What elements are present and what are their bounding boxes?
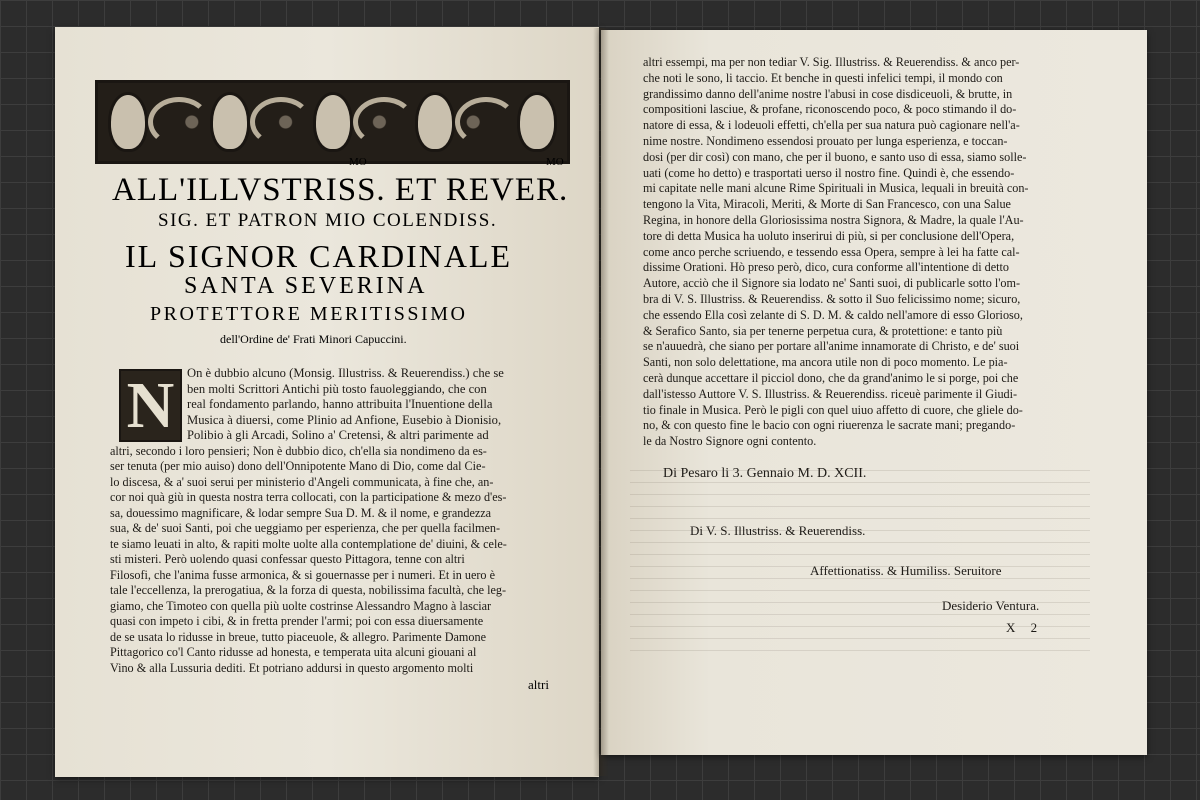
- servant-line: Affettionatiss. & Humiliss. Seruitore: [810, 563, 1002, 578]
- right-text-line: bra di V. S. Illustriss. & Reuerendiss. & sotto il Suo felicissimo nome; sicuro,: [643, 292, 1021, 306]
- ornament-face-5: [517, 92, 557, 152]
- woodcut-ornament-band: [95, 80, 570, 164]
- right-text-line: uati (come ho detto) e trasportati uerso il nostro fine. Quindi è, che essendo-: [643, 165, 1015, 180]
- book-gutter: [593, 28, 609, 776]
- ornament-face-3: [313, 92, 353, 152]
- ornament-swirl-2: [250, 97, 312, 147]
- title-abbrev-mo-2: MO: [546, 156, 564, 168]
- left-text-line: ben molti Scrittori Antichi più tosto fauoleggiando, che con: [187, 381, 487, 396]
- right-text-line: no, & con questo fine le bacio con ogni riuerenza le sacrate mani; pregando-: [643, 418, 1016, 433]
- right-text-line: le da Nostro Signore ogni contento.: [643, 434, 817, 449]
- ornament-face-4: [415, 92, 455, 152]
- left-text-line: sti misteri. Però uolendo quasi confessar questo Pittagora, tenne con altri: [110, 552, 465, 566]
- signature-mark: X 2: [1006, 620, 1044, 635]
- left-text-line: de se usata lo ridusse in breue, tutto piaceuole, & allegro. Parimente Damone: [110, 629, 487, 644]
- left-text-line: cor noi quà giù in questa nostra terra collocati, con la participatione & mezo d'es-: [110, 490, 507, 504]
- dedication-title-line-4: SANTA SEVERINA: [184, 273, 428, 299]
- left-text-line: ser tenuta (per mio auiso) dono dell'Onnipotente Mano di Dio, come dal Cie-: [110, 459, 486, 473]
- dedication-title-line-2: SIG. ET PATRON MIO COLENDISS.: [158, 210, 498, 231]
- right-text-line: cerà dunque accettare il picciol dono, che da grand'animo le si porge, poi che: [643, 371, 1019, 385]
- title-abbrev-mo-1: MO: [349, 156, 367, 168]
- dedication-title-line-1: ALL'ILLVSTRISS. ET REVER.: [112, 172, 569, 208]
- right-text-line: Autore, acciò che il Signore sia lodato ne' Santi suoi, di publicarle sotto l'om-: [643, 276, 1021, 291]
- right-text-line: grandissimo danno dell'anime nostre l'abusi in cose disdiceuoli, & brutte, in: [643, 86, 1013, 101]
- ornament-face-1: [108, 92, 148, 152]
- right-text-line: altri essempi, ma per non tediar V. Sig. Illustriss. & Reuerendiss. & anco per-: [643, 55, 1020, 69]
- right-text-line: tengono la Vita, Miracoli, Meriti, & Morte di San Francesco, con una Salue: [643, 197, 1011, 212]
- right-text-line: compositioni lasciue, & profane, riconoscendo poco, & poco stimando il do-: [643, 102, 1017, 117]
- right-text-line: tio finale in Musica. Però le pigli con quel uiuo affetto di cuore, che gliele do-: [643, 402, 1023, 417]
- left-text-line: Filosofi, che l'anima fusse armonica, & si gouernasse per i numeri. Et in uero è: [110, 567, 495, 582]
- right-text-line: come anco perche scriuendo, e tessendo essa Opera, sempre à lei ha fatte cal-: [643, 244, 1020, 259]
- left-text-line: te siamo leuati in alto, & rapiti molte uolte alla contemplatione de' diuini, & cele-: [110, 536, 507, 551]
- right-text-line: che noti le sono, li taccio. Et benche in questi infelici tempi, il mondo con: [643, 70, 1003, 85]
- right-text-line: Regina, in honore della Gloriosissima nostra Signora, & Madre, la quale l'Au-: [643, 213, 1024, 227]
- left-text-line: Musica à diuersi, come Plinio ad Anfione, Eusebio à Dionisio,: [187, 412, 502, 427]
- address-line: Di V. S. Illustriss. & Reuerendiss.: [690, 523, 866, 538]
- right-text-line: mi capitate nelle mani alcune Rime Spirituali in Musica, lequali in breuità con-: [643, 181, 1029, 196]
- left-text-line: sa, douessimo magnificare, & lodar sempre Sua D. M. & il nome, e grandezza: [110, 505, 492, 520]
- right-text-line: dosi (per dir così) con mano, che per il buono, e santo uso di essa, siamo solle-: [643, 149, 1027, 164]
- left-text-line: real fondamento parlando, hanno attribuita l'Inuentione della: [187, 397, 493, 411]
- left-text-line: giamo, che Timoteo con quella più uolte costrinse Alessandro Magno à lasciar: [110, 598, 492, 613]
- left-text-line: Polibio à gli Arcadi, Solino a' Cretensi, & altri parimente ad: [187, 428, 489, 442]
- right-text-line: che essendo Ella così zelante di S. D. M. & caldo nell'amore di esso Glorioso,: [643, 307, 1023, 322]
- signature: Desiderio Ventura.: [942, 598, 1040, 613]
- left-text-line: tale l'eccellenza, la prerogatiua, & la forza di questa, nobilissima facultà, che leg-: [110, 583, 507, 597]
- ornament-face-2: [210, 92, 250, 152]
- left-page-catchword: altri: [528, 677, 549, 692]
- right-text-line: dall'istesso Auttore V. S. Illustriss. & Reuerendiss. riceuè parimente il Giudi-: [643, 386, 1018, 401]
- ornament-swirl-4: [455, 97, 517, 147]
- ornament-swirl-1: [148, 97, 210, 147]
- ornament-swirl-3: [353, 97, 415, 147]
- right-text-line: Santi, non solo delettatione, ma ancora utile non di poco momento. Le pia-: [643, 355, 1008, 370]
- right-text-line: tore di detta Musica ha uoluto inserirui di più, si per conclusione dell'Opera,: [643, 228, 1015, 243]
- right-text-line: & Serafico Santo, sia per tenerne perpetua cura, & protettione: e tanto più: [643, 323, 1003, 338]
- left-text-line: quasi con impeto i cibi, & in fretta prender l'armi; poi con essa diuersamente: [110, 614, 484, 628]
- right-text-line: natore di essa, & i lodeuoli effetti, ch'ella per sua natura può cagionare nell'a-: [643, 118, 1020, 133]
- right-text-line: nime nostre. Nondimeno essendosi prouato per lunga esperienza, e toccan-: [643, 134, 1008, 148]
- date-line: Di Pesaro li 3. Gennaio M. D. XCII.: [663, 466, 867, 481]
- left-text-line: On è dubbio alcuno (Monsig. Illustriss. & Reuerendiss.) che se: [187, 366, 504, 380]
- left-text-line: altri, secondo i loro pensieri; Non è dubbio dico, ch'ella sia nondimeno da es-: [110, 443, 487, 458]
- decorated-drop-cap: N: [119, 369, 182, 442]
- dedication-title-line-3: IL SIGNOR CARDINALE: [125, 238, 513, 274]
- right-text-line: se n'auuedrà, che siano per portare all'anime innamorate di Christo, e de' suoi: [643, 339, 1020, 354]
- left-text-line: Pittagorico co'l Canto ridusse ad honesta, e temperata uita alcuni giouani al: [110, 645, 477, 659]
- dedication-title-line-5: PROTETTORE MERITISSIMO: [150, 303, 468, 325]
- left-text-line: Vino & alla Lussuria dediti. Et potriano addursi in questo argomento molti: [110, 660, 474, 675]
- left-text-line: sua, & de' suoi Santi, poi che ueggiamo per esperienza, che per quella facilmen-: [110, 521, 501, 535]
- dedication-title-line-6: dell'Ordine de' Frati Minori Capuccini.: [220, 332, 407, 346]
- left-text-line: lo discesa, & a' suoi serui per ministerio d'Angeli communicata, à fine che, an-: [110, 474, 494, 489]
- right-text-line: dissime Orationi. Hò preso però, dico, cura conforme all'intentione di detto: [643, 260, 1010, 275]
